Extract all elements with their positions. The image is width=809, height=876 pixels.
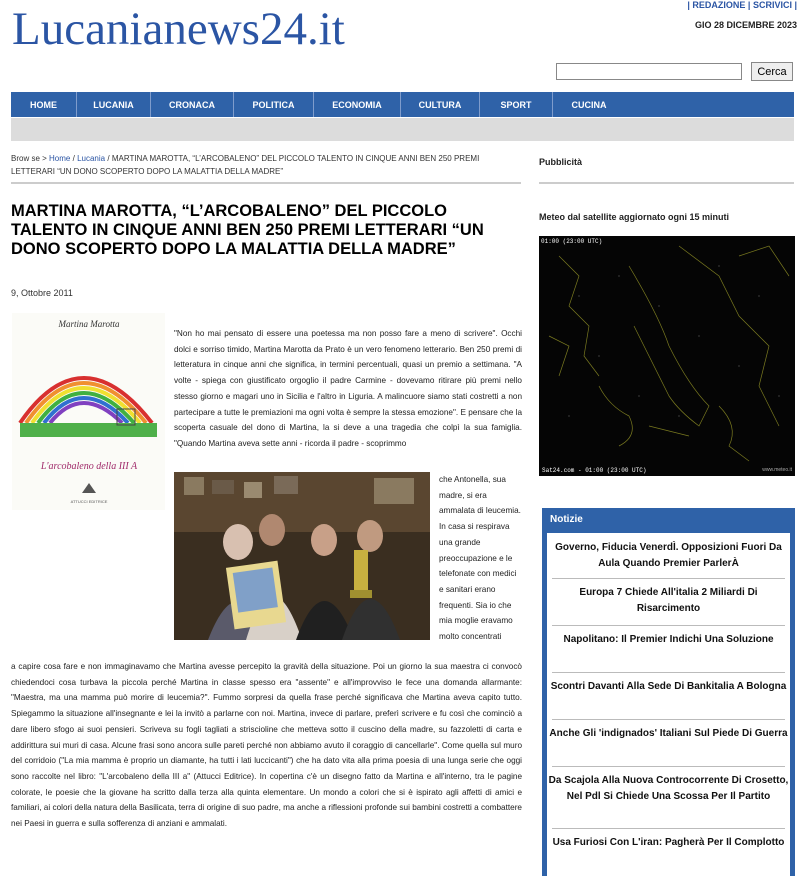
- satellite-time-bottom: Sat24.com - 01:00 (23:00 UTC): [542, 467, 647, 474]
- nav-cultura[interactable]: CULTURA: [401, 92, 480, 117]
- article-title: MARTINA MAROTTA, “L’ARCOBALENO” DEL PICCOLO TALENTO IN CINQUE ANNI BEN 250 PREMI LETTERARI “UN DONO SCOPERTO DOPO LA MALATTIA DELLA MADRE”: [11, 202, 484, 258]
- cover-author: Martina Marotta: [58, 319, 120, 329]
- news-item[interactable]: Da Scajola Alla Nuova Controcorrente Di Crosetto, Nel Pdl Si Chiede Una Scossa Per Il Partito: [548, 775, 789, 802]
- nav-cucina[interactable]: CUCINA: [571, 99, 607, 110]
- news-separator: [552, 578, 785, 579]
- news-item[interactable]: Napolitano: Il Premier Indichi Una Soluzione: [563, 634, 774, 645]
- site-logo[interactable]: Lucanianews24.it: [12, 3, 345, 55]
- current-date: GIO 28 DICEMBRE 2023: [694, 20, 797, 30]
- news-separator: [552, 625, 785, 626]
- article-date: 9, Ottobre 2011: [11, 288, 73, 298]
- cover-publisher: ATTUCCI EDITRICE: [70, 499, 108, 504]
- nav-lucania[interactable]: LUCANIA: [77, 92, 151, 117]
- news-separator: [552, 719, 785, 720]
- news-item[interactable]: Usa Furiosi Con L'iran: Pagherà Per Il Complotto: [552, 837, 785, 848]
- search-input[interactable]: [556, 63, 742, 80]
- breadcrumb-lucania[interactable]: Lucania: [77, 154, 106, 163]
- article-paragraph-2: che Antonella, sua madre, si era ammalata di leucemia. In casa si respirava una grande preoccupazione e le telefonate con medici e sanitari erano frequenti. Sia io che mia moglie eravamo molto concentrati: [439, 475, 521, 642]
- nav-sport[interactable]: SPORT: [480, 92, 553, 117]
- news-item[interactable]: Anche Gli 'indignados' Italiani Sul Piede Di Guerra: [549, 728, 788, 739]
- news-item[interactable]: Governo, Fiducia VenerdÌ. Opposizioni Fuori Da Aula Quando Premier ParlerÀ: [555, 542, 782, 569]
- nav-home[interactable]: HOME: [11, 92, 77, 117]
- book-cover-image: [12, 313, 165, 510]
- top-links: | REDAZIONE | SCRIVICI |: [687, 0, 797, 10]
- meteo-label: Meteo dal satellite aggiornato ogni 15 minuti: [539, 212, 730, 222]
- breadcrumb: Brow se > Home / Lucania / MARTINA MAROTTA, “L’ARCOBALENO” DEL PICCOLO TALENTO IN CINQUE ANNI BEN 250 PREMI LETTERARI “UN DONO SCOPERTO DOPO LA MALATTIA DELLA MADRE”: [11, 154, 480, 176]
- news-separator: [552, 766, 785, 767]
- search-button[interactable]: Cerca: [751, 62, 793, 81]
- main-nav: [11, 92, 794, 117]
- publicity-label: Pubblicità: [539, 157, 583, 167]
- news-item[interactable]: Europa 7 Chiede All'italia 2 Miliardi Di Risarcimento: [579, 587, 758, 614]
- redazione-link[interactable]: REDAZIONE: [692, 0, 746, 10]
- article-paragraph-1: "Non ho mai pensato di essere una poetessa ma non posso fare a meno di scrivere". Occhi dolci e sorriso timido, Martina Marotta da Prato è un vero fenomeno letterario. Ben 250 premi di letteratura in cinque anni che significa, in termini percentuali, quasi un premio a settimana. "A volte - spiega con giustificato orgoglio il padre Carmine - dovevamo ritirare più premi nello stesso giorno e magari uno in Sicilia e l'altro in Liguria. A malincuore siamo stati costretti a non partecipare a tutte le premiazioni ma ogni volta è sempre la stessa emozione". E pensare che la scoperta casuale del dono di Martina, la si deve a una tragedia che colpì la sua famiglia. "Quando Martina aveva sette anni - ricorda il padre - scoprimmo: [174, 329, 522, 448]
- sidebar-divider: [539, 182, 794, 184]
- cover-title: L'arcobaleno della III A: [40, 461, 138, 472]
- news-separator: [552, 828, 785, 829]
- news-list: [547, 533, 790, 876]
- scrivici-link[interactable]: SCRIVICI: [752, 0, 792, 10]
- news-panel: [542, 508, 795, 876]
- breadcrumb-current: MARTINA MAROTTA, “L’ARCOBALENO” DEL PICCOLO TALENTO IN CINQUE ANNI BEN 250 PREMI LETTERARI “UN DONO SCOPERTO DOPO LA MALATTIA DELLA MADRE”: [11, 154, 480, 176]
- satellite-weather-map[interactable]: [539, 236, 795, 476]
- sub-nav: [11, 118, 794, 141]
- news-panel-title: Notizie: [550, 514, 583, 525]
- article-paragraph-3: a capire cosa fare e non immaginavamo che Martina avesse percepito la gravità della situazione. Poi un giorno la sua maestra ci convocò chiedendoci cosa turbava la piccola perché Martina in classe spesso era "assente" e all'improvviso le fece una domanda allarmante: "Maestra, ma una mamma può morire di leucemia?". Fummo sorpresi da quella frase perché significava che Martina aveva capito tutto. Spiegammo la situazione all'insegnante e lei la invitò a parlarne con noi. Martina, invece di parlare, preferì scrivere e fu così che cominciò a dare libero sfogo ai suoi pensieri. Scriveva su fogli tagliati a striscioline che metteva sotto il cuscino della madre, su fazzoletti di carta e addirittura sui muri di casa. Alcune frasi sono ancora sulle pareti perché non abbiamo avuto il coraggio di cancellarle". Come quella sul muro del corridoio ("La mia mamma è proprio un diamante, ha tutti i lati luccicanti") che ha dato vita alla prima poesia di una lunga serie che oggi sono raccolte nel libro: "L'arcobaleno della III a" (Attucci Editrice). In copertina c'è un disegno fatto da Martina e all'interno, tra le pagine colorate, le poesie che la giovane ha scritto dalla terza alla quinta elementare. Un mondo a colori che si è ispirato agli affetti di amici e familiari, ai colori della natura della Basilicata, terra di origine di suo padre, ma anche a riflessioni profonde sui bambini costretti a combattere nei Paesi in guerra e sulla sofferenza di anziani e ammalati.: [11, 662, 522, 829]
- nav-cronaca[interactable]: CRONACA: [151, 92, 234, 117]
- news-item[interactable]: Scontri Davanti Alla Sede Di Bankitalia A Bologna: [550, 681, 787, 692]
- family-photo-image: [174, 472, 430, 640]
- breadcrumb-home[interactable]: Home: [49, 154, 71, 163]
- divider: [11, 182, 521, 184]
- news-separator: [552, 672, 785, 673]
- nav-politica[interactable]: POLITICA: [234, 92, 314, 117]
- nav-economia[interactable]: ECONOMIA: [314, 92, 401, 117]
- satellite-brand: www.meteo.it: [762, 467, 792, 473]
- satellite-time-top: 01:00 (23:00 UTC): [541, 238, 603, 245]
